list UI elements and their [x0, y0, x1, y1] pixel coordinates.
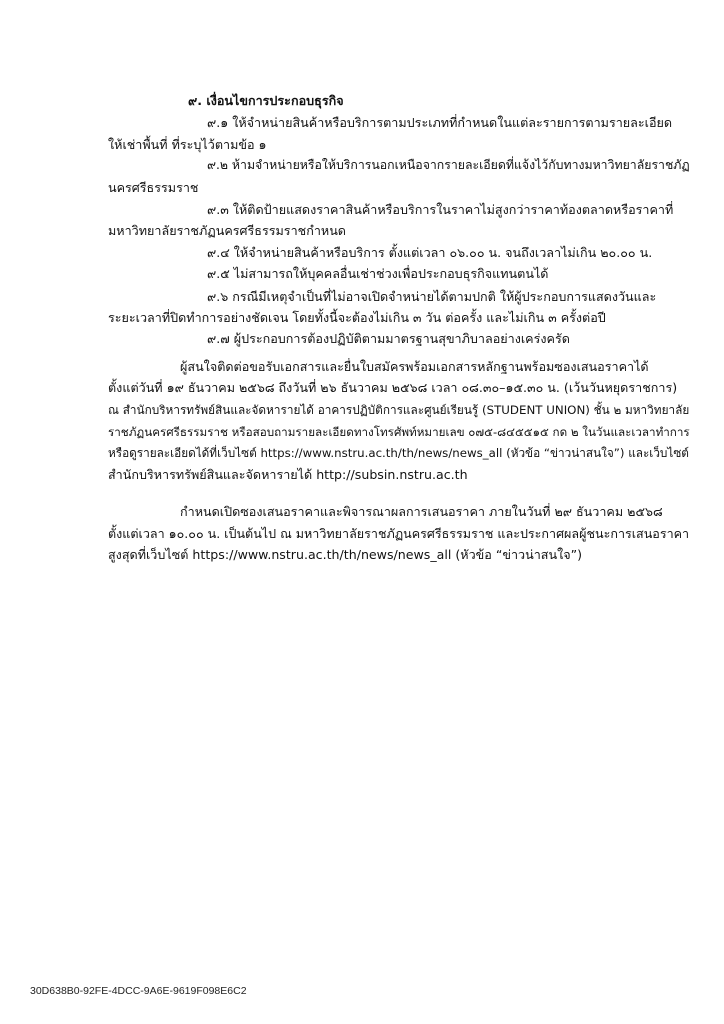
- paragraph-1-line-2: ตั้งแต่วันที่ ๑๙ ธันวาคม ๒๕๖๘ ถึงวันที่ ๒๖ ธันวาคม ๒๕๖๘ เวลา ๐๘.๓๐–๑๕.๓๐ น. (เว้นวันหยุดราชการ): [108, 380, 678, 395]
- paragraph-1-line-4: ราชภัฏนครศรีธรรมราช หรือสอบถามรายละเอียดทางโทรศัพท์หมายเลข ๐๗๕-๘๔๕๕๑๕ กด ๒ ในวันและเวลาทำการ: [108, 425, 690, 439]
- clause-9-5: ๙.๕ ไม่สามารถให้บุคคลอื่นเช่าช่วงเพื่อประกอบธุรกิจแทนตนได้: [207, 266, 549, 281]
- clause-9-6-line-2: ระยะเวลาที่ปิดทำการอย่างชัดเจน โดยทั้งนี้จะต้องไม่เกิน ๓ วัน ต่อครั้ง และไม่เกิน ๓ ครั้งต่อปี: [108, 310, 606, 325]
- clause-9-2-line-1: ๙.๒ ห้ามจำหน่ายหรือให้บริการนอกเหนือจากรายละเอียดที่แจ้งไว้กับทางมหาวิทยาลัยราชภัฏ: [207, 158, 690, 172]
- paragraph-1-line-1: ผู้สนใจติดต่อขอรับเอกสารและยื่นใบสมัครพร้อมเอกสารหลักฐานพร้อมซองเสนอราคาได้: [180, 359, 649, 374]
- clause-9-1-line-2: ให้เช่าพื้นที่ ที่ระบุไว้ตามข้อ ๑: [108, 137, 267, 152]
- paragraph-1-line-3: ณ สำนักบริหารทรัพย์สินและจัดหารายได้ อาคารปฏิบัติการและศูนย์เรียนรู้ (STUDENT UNION) ชั้น ๒ มหาวิทยาลัย: [108, 403, 690, 417]
- paragraph-2-line-2: ตั้งแต่เวลา ๑๐.๐๐ น. เป็นต้นไป ณ มหาวิทยาลัยราชภัฏนครศรีธรรมราช และประกาศผลผู้ชนะการเสนอราคา: [108, 526, 690, 541]
- clause-9-7: ๙.๗ ผู้ประกอบการต้องปฏิบัติตามมาตรฐานสุขาภิบาลอย่างเคร่งครัด: [207, 331, 570, 346]
- paragraph-2-line-3: สูงสุดที่เว็บไซต์ https://www.nstru.ac.th/th/news/news_all (หัวข้อ “ข่าวน่าสนใจ”): [108, 547, 583, 562]
- clause-9-2-line-2: นครศรีธรรมราช: [108, 180, 199, 195]
- clause-9-4: ๙.๔ ให้จำหน่ายสินค้าหรือบริการ ตั้งแต่เวลา ๐๖.๐๐ น. จนถึงเวลาไม่เกิน ๒๐.๐๐ น.: [207, 245, 653, 260]
- document-id-footer: 30D638B0-92FE-4DCC-9A6E-9619F098E6C2: [30, 985, 247, 997]
- clause-9-3-line-2: มหาวิทยาลัยราชภัฏนครศรีธรรมราชกำหนด: [108, 223, 346, 238]
- paragraph-1-line-6: สำนักบริหารทรัพย์สินและจัดหารายได้ http://subsin.nstru.ac.th: [108, 467, 468, 482]
- clause-9-6-line-1: ๙.๖ กรณีมีเหตุจำเป็นที่ไม่อาจเปิดจำหน่ายได้ตามปกติ ให้ผู้ประกอบการแสดงวันและ: [207, 289, 657, 304]
- section-heading: ๙. เงื่อนไขการประกอบธุรกิจ: [188, 93, 344, 108]
- clause-9-1-line-1: ๙.๑ ให้จำหน่ายสินค้าหรือบริการตามประเภทที่กำหนดในแต่ละรายการตามรายละเอียด: [207, 115, 673, 130]
- clause-9-3-line-1: ๙.๓ ให้ติดป้ายแสดงราคาสินค้าหรือบริการในราคาไม่สูงกว่าราคาท้องตลาดหรือราคาที่: [207, 202, 674, 217]
- paragraph-1-line-5: หรือดูรายละเอียดได้ที่เว็บไซต์ https://www.nstru.ac.th/th/news/news_all (หัวข้อ “ข่าวน่าสนใจ”) และเว็บไซต์: [108, 446, 689, 460]
- paragraph-2-line-1: กำหนดเปิดซองเสนอราคาและพิจารณาผลการเสนอราคา ภายในวันที่ ๒๙ ธันวาคม ๒๕๖๘: [180, 504, 663, 519]
